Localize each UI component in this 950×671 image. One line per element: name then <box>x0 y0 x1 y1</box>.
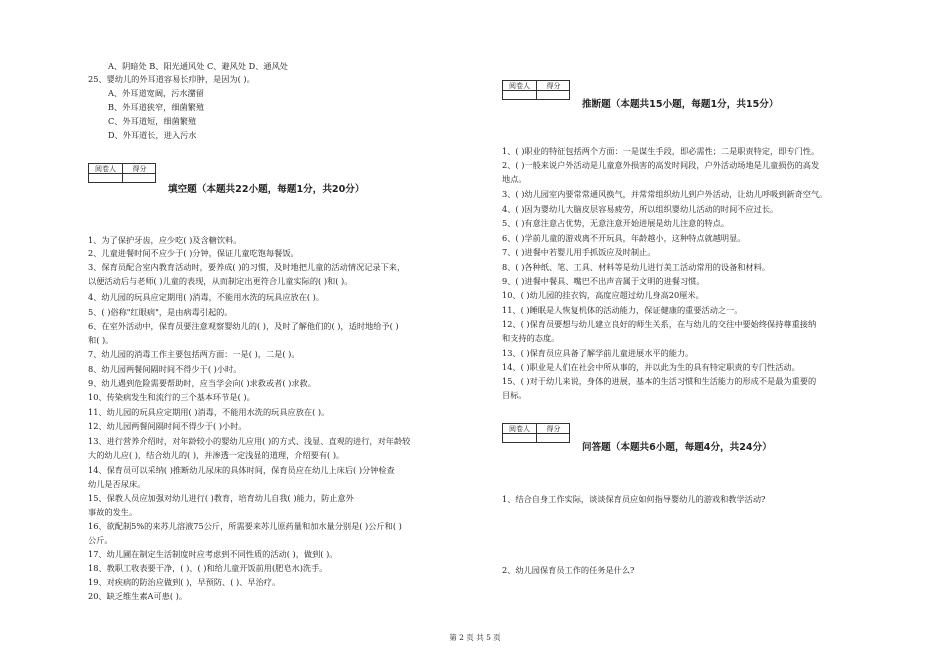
judge-question-line: 3、( )幼儿园室内要常常通风换气，并常常组织幼儿到户外活动，让幼儿呼吸到新奇空气。 <box>502 189 828 199</box>
fill-question-line: 16、欲配制5%的来苏儿溶液75公斤，所需要来苏儿原药量和加水量分别是( )公斤和( ) <box>88 521 402 531</box>
question-line: 25、婴幼儿的外耳道容易长疖肿，是因为( )。 <box>88 74 255 84</box>
judge-question-line: 10、( )幼儿园的挂衣钩，高度应超过幼儿身高20厘米。 <box>502 290 704 300</box>
fill-section-title: 填空题（本题共22小题，每题1分，共20分） <box>168 184 365 195</box>
fill-question-line: 13、进行营养介绍时，对年龄较小的婴幼儿应用( )的方式、浅显、直观的进行，对年龄较 <box>88 436 411 446</box>
fill-question-line: 大的幼儿应( )，结合幼儿的( )，并渗透一定浅显的道理，介绍要有( )。 <box>88 450 345 460</box>
judge-question-line: 9、( )进餐中餐具、嘴巴不出声音属于文明的进餐习惯。 <box>502 276 705 286</box>
judge-question-line: 13、( )保育员应具备了解学前儿童进展水平的能力。 <box>502 348 694 358</box>
question-option-line: A、外耳道宽阔，污水潴留 <box>108 88 204 98</box>
question-option-line: B、外耳道狭窄，细菌繁殖 <box>108 102 205 112</box>
fill-question-line: 3、保育员配合室内教育活动时，要养成( )的习惯，及时地把儿童的活动情况记录下来， <box>88 262 406 272</box>
grader-label: 阅卷人 <box>503 424 537 434</box>
qa-section-title: 问答题（本题共6小题，每题4分，共24分） <box>582 442 772 453</box>
fill-question-line: 事故的发生。 <box>88 507 138 517</box>
fill-question-line: 17、幼儿圃在制定生活制度时应考虑到不同性质的活动( )，做到( )。 <box>88 549 338 559</box>
judge-section-title: 推断题（本题共15小题，每题1分，共15分） <box>582 99 779 110</box>
judge-question-line: 4、( )因为婴幼儿大脑皮层容易疲劳，所以组织婴幼儿活动的时间不应过长。 <box>502 204 779 214</box>
judge-question-line: 地点。 <box>502 174 527 184</box>
question-option-line: D、外耳道长，进入污水 <box>108 130 197 140</box>
fill-question-line: 6、在室外活动中，保育员要注意观察婴幼儿的( )，及时了解他们的( )，适时地给予( ) <box>88 321 399 331</box>
fill-question-line: 18、教职工收表要干净，( )、( )和给儿童开饭前用(肥皂水)洗手。 <box>88 563 328 573</box>
fill-question-line: 2、儿童进餐时间不应少于( )分钟，保证儿童吃饱每餐饭。 <box>88 248 299 258</box>
judge-question-line: 12、( )保育员要想与幼儿建立良好的师生关系，在与幼儿的交往中要始终保持尊重接纳 <box>502 319 817 329</box>
fill-question-line: 11、幼儿园的玩具应定期用( )消毒，不能用水洗的玩具应放在( )。 <box>88 407 330 417</box>
judge-question-line: 和支持的态度。 <box>502 333 560 343</box>
fill-question-line: 9、幼儿遇到危险需要帮助时，应当学会向( )求救或者( )求救。 <box>88 378 316 388</box>
judge-question-line: 8、( )各种纸、笔、工具、材料等是幼儿进行美工活动常用的设备和材料。 <box>502 262 771 272</box>
score-label: 得分 <box>537 81 570 91</box>
fill-question-line: 公斤。 <box>88 535 113 545</box>
fill-question-line: 和( )。 <box>88 335 114 345</box>
judge-question-line: 2、( )一般来说户外活动是儿童意外损害的高发时间段，户外活动场地是儿童损伤的高发 <box>502 160 820 170</box>
qa-question-1: 1、结合自身工作实际，谈谈保育员应如何指导婴幼儿的游戏和教学活动? <box>502 494 766 504</box>
judge-question-line: 1、( )职业的特征包括两个方面：一是谋生手段，即必需性；二是职责特定，即专门性。 <box>502 146 820 156</box>
fill-question-line: 幼儿是否尿床。 <box>88 479 146 489</box>
judge-question-line: 7、( )进餐中若婴儿用手抓饭应及时制止。 <box>502 247 656 257</box>
score-box <box>502 80 570 100</box>
fill-question-line: 19、对疾病的防治应做到( )，早预防、( )、早治疗。 <box>88 577 281 587</box>
qa-question-2: 2、幼儿园保育员工作的任务是什么? <box>502 565 635 575</box>
fill-question-line: 7、幼儿园的消毒工作主要包括两方面：一是( )，二是( )。 <box>88 349 300 359</box>
judge-question-line: 15、( )对于幼儿来说，身体的进展，基本的生活习惯和生活能力的形成不是最为重要的 <box>502 376 817 386</box>
fill-question-line: 以便活动后与老师( )儿童的表现，从而制定出更符合儿童实际的( )和( )。 <box>88 276 353 286</box>
question-option-line: C、外耳道短，细菌繁殖 <box>108 116 197 126</box>
judge-question-line: 6、( )学前儿童的游戏离不开玩具，年龄越小，这种特点就越明显。 <box>502 233 746 243</box>
grader-label: 阅卷人 <box>503 81 537 91</box>
grader-label: 阅卷人 <box>89 164 123 174</box>
question-option-line: A、阴暗处 B、阳光通风处 C、避风处 D、通风处 <box>108 61 288 71</box>
score-label: 得分 <box>123 164 156 174</box>
score-label: 得分 <box>537 424 570 434</box>
fill-question-line: 20、缺乏维生素A可患( )。 <box>88 591 188 601</box>
fill-question-line: 5、( )俗称"红眼病"，是由病毒引起的。 <box>88 307 233 317</box>
judge-question-line: 11、( )睡眠是人恢复机体的活动能力，保证健康的重要活动之一。 <box>502 305 743 315</box>
judge-question-line: 14、( )职业是人们在社会中所从事的，并以此为生的具有特定职责的专门性活动。 <box>502 362 800 372</box>
fill-question-line: 15、保教人员应加强对幼儿进行( )教育，培育幼儿自我( )能力，防止意外 <box>88 493 354 503</box>
score-box <box>502 423 570 443</box>
score-box <box>88 163 156 183</box>
fill-question-line: 14、保育员可以采纳( )推断幼儿尿床的具体时间，保育员应在幼儿上床后( )分钟检查 <box>88 465 395 475</box>
fill-question-line: 12、幼儿园两餐间隔时间不得少于( )小时。 <box>88 421 247 431</box>
fill-question-line: 1、为了保护牙齿，应少吃( )及含糖饮料。 <box>88 235 242 245</box>
fill-question-line: 10、传染病发生和流行的三个基本环节是( )。 <box>88 392 255 402</box>
fill-question-line: 4、幼儿园的玩具应定期用( )消毒，不能用水洗的玩具应放在( )。 <box>88 292 325 302</box>
judge-question-line: 目标。 <box>502 390 527 400</box>
fill-question-line: 8、幼儿园两餐间隔时间不得少于( )小时。 <box>88 364 242 374</box>
page-footer: 第 2 页 共 5 页 <box>449 633 501 642</box>
judge-question-line: 5、( )有意注意占优势，无意注意开始进展是幼儿注意的特点。 <box>502 218 730 228</box>
